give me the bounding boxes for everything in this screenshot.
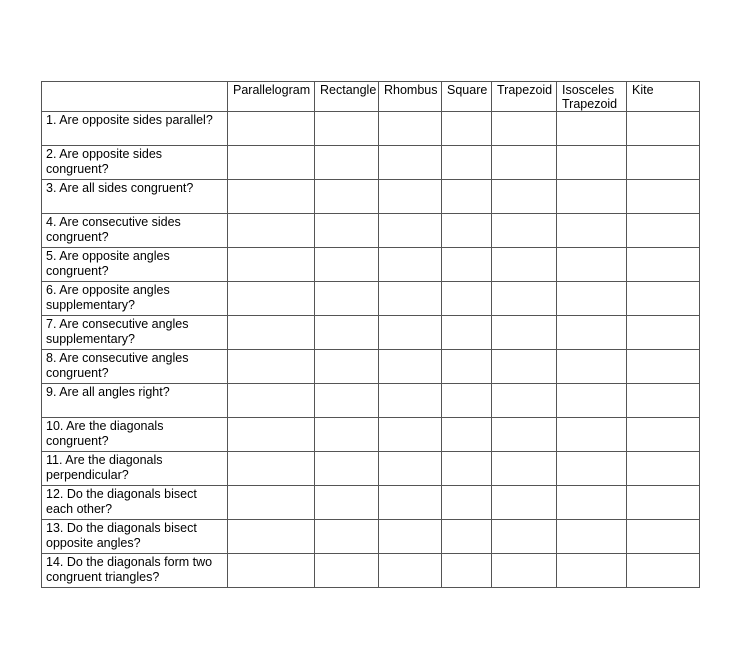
answer-cell-parallelogram[interactable] <box>228 214 315 248</box>
answer-cell-kite[interactable] <box>627 180 700 214</box>
question-cell: 10. Are the diagonals congruent? <box>42 418 228 452</box>
question-cell: 2. Are opposite sides congruent? <box>42 146 228 180</box>
answer-cell-square[interactable] <box>442 350 492 384</box>
answer-cell-isosceles-trapezoid[interactable] <box>557 384 627 418</box>
answer-cell-trapezoid[interactable] <box>492 316 557 350</box>
answer-cell-isosceles-trapezoid[interactable] <box>557 112 627 146</box>
column-header-trapezoid: Trapezoid <box>492 82 557 112</box>
answer-cell-rectangle[interactable] <box>315 486 379 520</box>
answer-cell-square[interactable] <box>442 214 492 248</box>
answer-cell-rectangle[interactable] <box>315 350 379 384</box>
answer-cell-square[interactable] <box>442 384 492 418</box>
table-row <box>42 486 700 520</box>
answer-cell-rhombus[interactable] <box>379 520 442 554</box>
answer-cell-square[interactable] <box>442 248 492 282</box>
answer-cell-parallelogram[interactable] <box>228 248 315 282</box>
answer-cell-square[interactable] <box>442 282 492 316</box>
question-cell: 4. Are consecutive sides congruent? <box>42 214 228 248</box>
answer-cell-square[interactable] <box>442 554 492 588</box>
answer-cell-rectangle[interactable] <box>315 384 379 418</box>
answer-cell-rhombus[interactable] <box>379 418 442 452</box>
answer-cell-kite[interactable] <box>627 214 700 248</box>
answer-cell-rectangle[interactable] <box>315 316 379 350</box>
answer-cell-rectangle[interactable] <box>315 214 379 248</box>
answer-cell-rhombus[interactable] <box>379 350 442 384</box>
answer-cell-isosceles-trapezoid[interactable] <box>557 248 627 282</box>
answer-cell-trapezoid[interactable] <box>492 350 557 384</box>
answer-cell-square[interactable] <box>442 316 492 350</box>
question-cell: 3. Are all sides congruent? <box>42 180 228 214</box>
answer-cell-isosceles-trapezoid[interactable] <box>557 180 627 214</box>
question-cell: 13. Do the diagonals bisect opposite angles? <box>42 520 228 554</box>
answer-cell-square[interactable] <box>442 486 492 520</box>
answer-cell-isosceles-trapezoid[interactable] <box>557 282 627 316</box>
table-row <box>42 452 700 486</box>
answer-cell-rectangle[interactable] <box>315 180 379 214</box>
column-header-square: Square <box>442 82 492 112</box>
answer-cell-parallelogram[interactable] <box>228 316 315 350</box>
answer-cell-square[interactable] <box>442 146 492 180</box>
table-row <box>42 146 700 180</box>
question-cell: 12. Do the diagonals bisect each other? <box>42 486 228 520</box>
answer-cell-trapezoid[interactable] <box>492 282 557 316</box>
table-row <box>42 214 700 248</box>
column-header-parallelogram: Parallelogram <box>228 82 315 112</box>
answer-cell-parallelogram[interactable] <box>228 350 315 384</box>
answer-cell-rectangle[interactable] <box>315 282 379 316</box>
answer-cell-rhombus[interactable] <box>379 282 442 316</box>
answer-cell-trapezoid[interactable] <box>492 112 557 146</box>
answer-cell-kite[interactable] <box>627 520 700 554</box>
question-cell: 6. Are opposite angles supplementary? <box>42 282 228 316</box>
column-header-kite: Kite <box>627 82 700 112</box>
answer-cell-rectangle[interactable] <box>315 248 379 282</box>
question-cell: 14. Do the diagonals form two congruent triangles? <box>42 554 228 588</box>
answer-cell-rhombus[interactable] <box>379 384 442 418</box>
question-cell: 11. Are the diagonals perpendicular? <box>42 452 228 486</box>
answer-cell-trapezoid[interactable] <box>492 146 557 180</box>
question-cell: 5. Are opposite angles congruent? <box>42 248 228 282</box>
answer-cell-isosceles-trapezoid[interactable] <box>557 418 627 452</box>
answer-cell-square[interactable] <box>442 180 492 214</box>
answer-cell-kite[interactable] <box>627 452 700 486</box>
answer-cell-kite[interactable] <box>627 350 700 384</box>
answer-cell-kite[interactable] <box>627 554 700 588</box>
question-cell: 8. Are consecutive angles congruent? <box>42 350 228 384</box>
table-row <box>42 384 700 418</box>
answer-cell-square[interactable] <box>442 112 492 146</box>
answer-cell-trapezoid[interactable] <box>492 248 557 282</box>
answer-cell-rectangle[interactable] <box>315 146 379 180</box>
answer-cell-isosceles-trapezoid[interactable] <box>557 486 627 520</box>
answer-cell-trapezoid[interactable] <box>492 384 557 418</box>
answer-cell-kite[interactable] <box>627 418 700 452</box>
answer-cell-kite[interactable] <box>627 146 700 180</box>
answer-cell-rectangle[interactable] <box>315 554 379 588</box>
table-row <box>42 520 700 554</box>
header-row <box>42 82 700 112</box>
table-row <box>42 282 700 316</box>
answer-cell-rectangle[interactable] <box>315 452 379 486</box>
answer-cell-trapezoid[interactable] <box>492 180 557 214</box>
answer-cell-rhombus[interactable] <box>379 554 442 588</box>
answer-cell-kite[interactable] <box>627 112 700 146</box>
answer-cell-isosceles-trapezoid[interactable] <box>557 554 627 588</box>
answer-cell-kite[interactable] <box>627 316 700 350</box>
answer-cell-rhombus[interactable] <box>379 214 442 248</box>
quadrilateral-properties-table <box>41 81 700 588</box>
answer-cell-isosceles-trapezoid[interactable] <box>557 520 627 554</box>
question-cell: 9. Are all angles right? <box>42 384 228 418</box>
answer-cell-parallelogram[interactable] <box>228 384 315 418</box>
answer-cell-trapezoid[interactable] <box>492 452 557 486</box>
answer-cell-rectangle[interactable] <box>315 520 379 554</box>
answer-cell-parallelogram[interactable] <box>228 180 315 214</box>
table-row <box>42 554 700 588</box>
answer-cell-isosceles-trapezoid[interactable] <box>557 350 627 384</box>
answer-cell-rectangle[interactable] <box>315 112 379 146</box>
answer-cell-trapezoid[interactable] <box>492 418 557 452</box>
answer-cell-parallelogram[interactable] <box>228 282 315 316</box>
question-cell: 1. Are opposite sides parallel? <box>42 112 228 146</box>
table-row <box>42 418 700 452</box>
answer-cell-isosceles-trapezoid[interactable] <box>557 146 627 180</box>
answer-cell-parallelogram[interactable] <box>228 112 315 146</box>
answer-cell-isosceles-trapezoid[interactable] <box>557 452 627 486</box>
corner-cell <box>42 82 228 112</box>
answer-cell-kite[interactable] <box>627 486 700 520</box>
table-row <box>42 316 700 350</box>
column-header-rhombus: Rhombus <box>379 82 442 112</box>
answer-cell-kite[interactable] <box>627 248 700 282</box>
answer-cell-isosceles-trapezoid[interactable] <box>557 316 627 350</box>
answer-cell-kite[interactable] <box>627 282 700 316</box>
table-row <box>42 180 700 214</box>
question-rows <box>42 112 700 588</box>
answer-cell-parallelogram[interactable] <box>228 146 315 180</box>
answer-cell-trapezoid[interactable] <box>492 520 557 554</box>
column-header-isosceles-trapezoid: Isosceles Trapezoid <box>557 82 627 112</box>
answer-cell-rhombus[interactable] <box>379 112 442 146</box>
table-row <box>42 350 700 384</box>
answer-cell-rhombus[interactable] <box>379 180 442 214</box>
answer-cell-rhombus[interactable] <box>379 316 442 350</box>
answer-cell-rhombus[interactable] <box>379 248 442 282</box>
answer-cell-rhombus[interactable] <box>379 146 442 180</box>
answer-cell-parallelogram[interactable] <box>228 554 315 588</box>
answer-cell-trapezoid[interactable] <box>492 486 557 520</box>
answer-cell-rhombus[interactable] <box>379 486 442 520</box>
answer-cell-square[interactable] <box>442 520 492 554</box>
column-header-rectangle: Rectangle <box>315 82 379 112</box>
table-row <box>42 112 700 146</box>
answer-cell-parallelogram[interactable] <box>228 452 315 486</box>
answer-cell-parallelogram[interactable] <box>228 486 315 520</box>
answer-cell-kite[interactable] <box>627 384 700 418</box>
answer-cell-isosceles-trapezoid[interactable] <box>557 214 627 248</box>
answer-cell-square[interactable] <box>442 452 492 486</box>
answer-cell-square[interactable] <box>442 418 492 452</box>
answer-cell-trapezoid[interactable] <box>492 214 557 248</box>
answer-cell-parallelogram[interactable] <box>228 418 315 452</box>
answer-cell-rectangle[interactable] <box>315 418 379 452</box>
answer-cell-parallelogram[interactable] <box>228 520 315 554</box>
answer-cell-trapezoid[interactable] <box>492 554 557 588</box>
question-cell: 7. Are consecutive angles supplementary? <box>42 316 228 350</box>
table-row <box>42 248 700 282</box>
answer-cell-rhombus[interactable] <box>379 452 442 486</box>
